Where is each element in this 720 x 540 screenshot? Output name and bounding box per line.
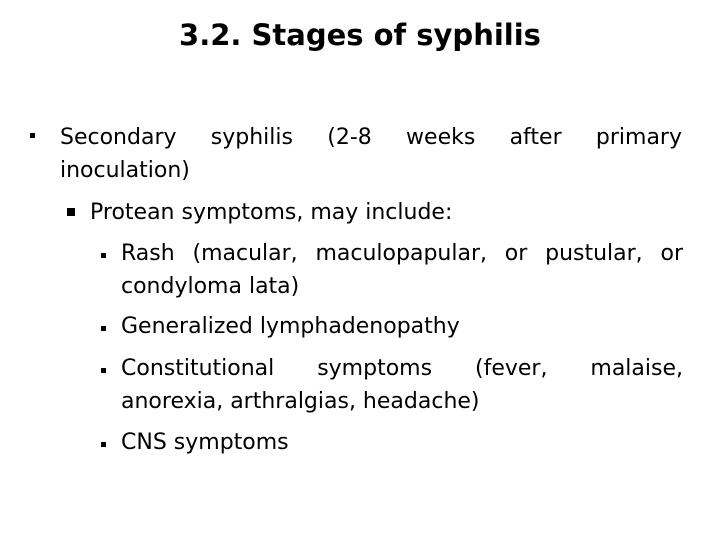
bullet-constitutional-symptoms: Constitutional symptoms (fever, malaise, anorexia, arthralgias, headache) [121,356,683,414]
bullet-square-icon [67,208,75,216]
bullet-square-icon [101,442,106,447]
bullet-protean-symptoms: Protean symptoms, may include: [90,200,453,225]
slide-title: 3.2. Stages of syphilis [179,18,541,52]
bullet-square-icon [101,368,106,373]
bullet-square-icon [30,133,35,138]
bullet-secondary-syphilis: Secondary syphilis (2-8 weeks after primary inoculation) [60,125,682,183]
bullet-rash: Rash (macular, maculopapular, or pustular, or condyloma lata) [121,241,683,299]
bullet-square-icon [101,326,106,331]
bullet-square-icon [101,253,106,258]
bullet-lymphadenopathy: Generalized lymphadenopathy [121,314,460,339]
bullet-cns-symptoms: CNS symptoms [121,430,289,455]
